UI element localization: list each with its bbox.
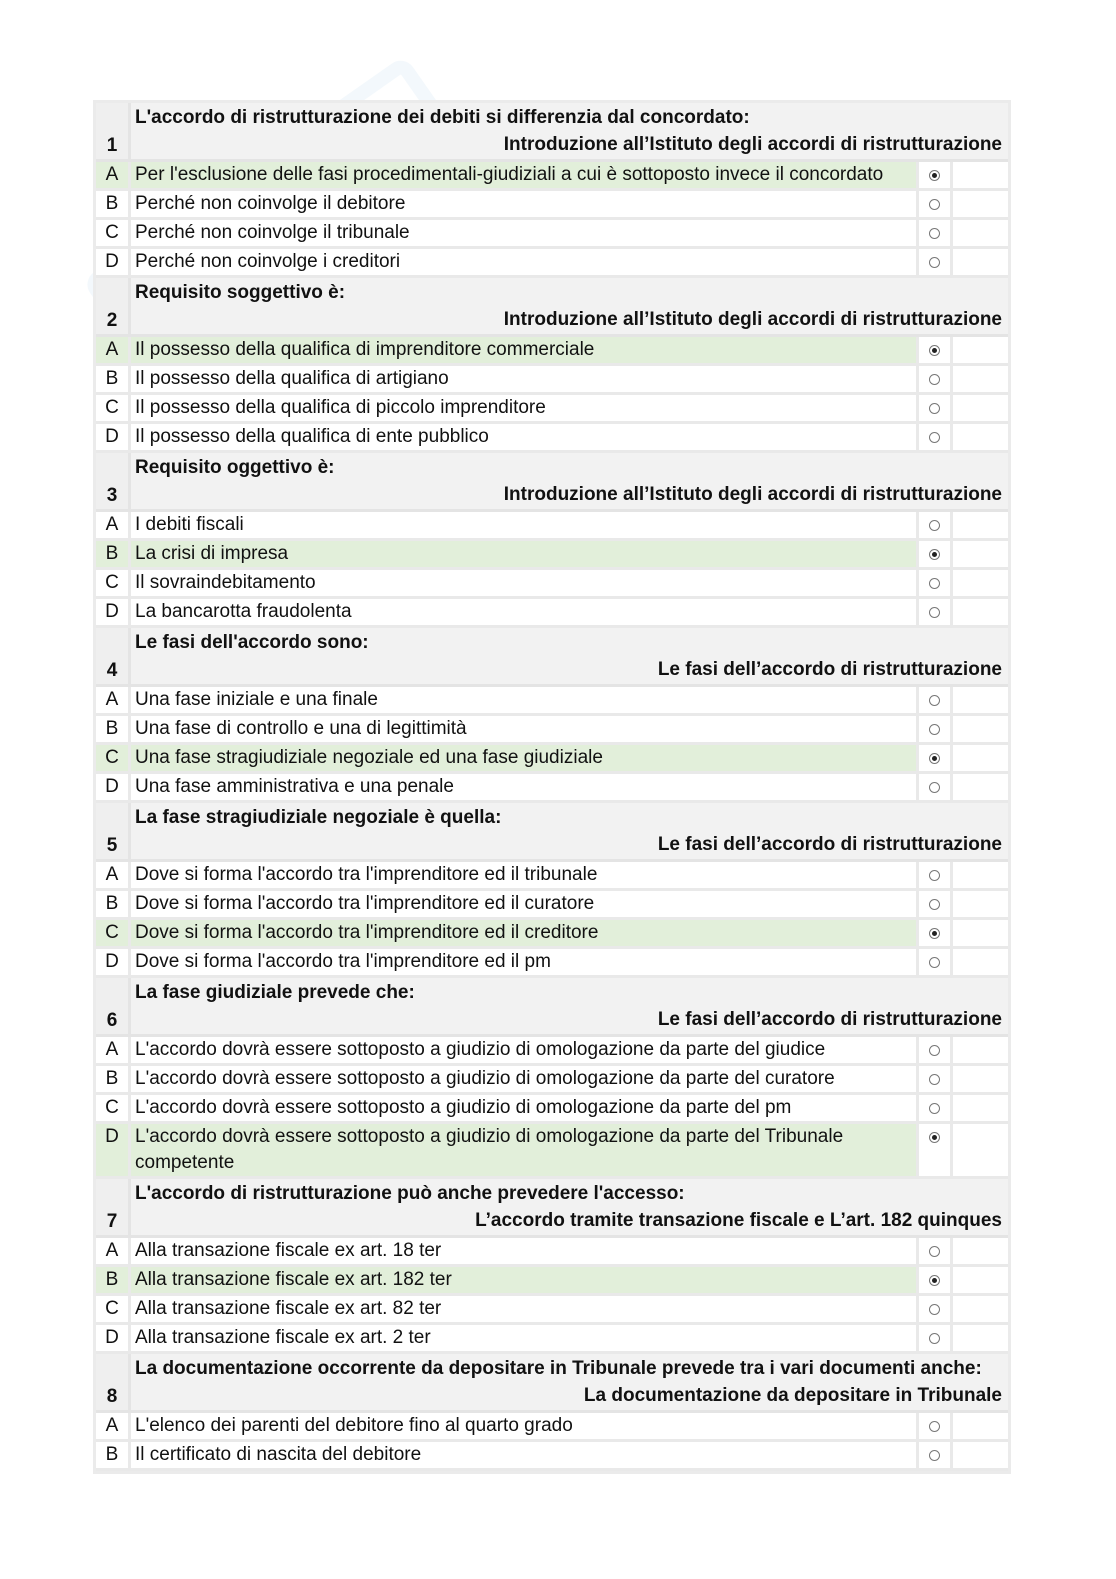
answer-letter: B	[105, 1444, 119, 1465]
radio-selected-icon[interactable]	[929, 549, 940, 560]
question-header	[96, 978, 1008, 1037]
radio-selected-icon[interactable]	[929, 1132, 940, 1143]
answer-text: La bancarotta fraudolenta	[128, 599, 916, 625]
radio-empty-icon[interactable]	[929, 957, 940, 968]
question-header	[96, 1354, 1008, 1413]
question-number: 3	[106, 485, 118, 506]
answer-letter: B	[105, 193, 119, 214]
answer-text: Alla transazione fiscale ex art. 18 ter	[128, 1238, 916, 1264]
answer-text: Per l'esclusione delle fasi procedimentali-giudiziali a cui è sottoposto invece il concordato	[128, 162, 916, 188]
question-text: Requisito oggettivo è:	[135, 457, 335, 478]
question-header	[96, 803, 1008, 862]
answer-text: La crisi di impresa	[128, 541, 916, 567]
radio-empty-icon[interactable]	[929, 1304, 940, 1315]
answer-row	[96, 862, 1008, 891]
answer-row	[96, 1325, 1008, 1354]
answer-letter: B	[96, 1267, 128, 1293]
radio-empty-icon[interactable]	[929, 1450, 940, 1461]
answer-row	[96, 366, 1008, 395]
answer-text: Una fase amministrativa e una penale	[128, 774, 916, 800]
question-text: Le fasi dell'accordo sono:	[135, 632, 369, 653]
question-block	[96, 1179, 1008, 1354]
radio-empty-icon[interactable]	[929, 899, 940, 910]
question-number: 6	[106, 1010, 118, 1031]
answer-text: L'accordo dovrà essere sottoposto a giudizio di omologazione da parte del pm	[128, 1095, 916, 1121]
answer-letter: B	[96, 541, 128, 567]
answer-letter: C	[96, 920, 128, 946]
answer-row	[96, 191, 1008, 220]
question-number: 8	[106, 1386, 118, 1407]
answer-text: Una fase di controllo e una di legittimità	[128, 716, 916, 742]
answer-row	[96, 687, 1008, 716]
answer-letter: C	[105, 572, 119, 593]
answer-text: Il sovraindebitamento	[128, 570, 916, 596]
answer-row	[96, 1095, 1008, 1124]
question-header	[96, 1179, 1008, 1238]
answer-text: I debiti fiscali	[128, 512, 916, 538]
answer-text: Perché non coinvolge il tribunale	[128, 220, 916, 246]
question-topic: L’accordo tramite transazione fiscale e L’art. 182 quinques	[475, 1210, 1002, 1231]
answer-text: Il certificato di nascita del debitore	[128, 1442, 916, 1468]
answer-text: Dove si forma l'accordo tra l'imprenditore ed il pm	[128, 949, 916, 975]
answer-row	[96, 424, 1008, 453]
answer-text: Il possesso della qualifica di piccolo imprenditore	[128, 395, 916, 421]
question-text: La documentazione occorrente da depositare in Tribunale prevede tra i vari documenti anche:	[135, 1358, 982, 1379]
answer-text: L'accordo dovrà essere sottoposto a giudizio di omologazione da parte del curatore	[128, 1066, 916, 1092]
answer-text: Perché non coinvolge i creditori	[128, 249, 916, 275]
radio-empty-icon[interactable]	[929, 578, 940, 589]
radio-selected-icon[interactable]	[929, 170, 940, 181]
radio-empty-icon[interactable]	[929, 257, 940, 268]
answer-row	[96, 512, 1008, 541]
answer-row	[96, 891, 1008, 920]
answer-text: Alla transazione fiscale ex art. 182 ter	[128, 1267, 916, 1293]
radio-empty-icon[interactable]	[929, 695, 940, 706]
answer-letter: A	[105, 1240, 119, 1261]
answer-row	[96, 337, 1008, 366]
answer-letter: D	[105, 1327, 119, 1348]
question-text: Requisito soggettivo è:	[135, 282, 346, 303]
radio-selected-icon[interactable]	[929, 753, 940, 764]
answer-text: L'accordo dovrà essere sottoposto a giudizio di omologazione da parte del Tribunale competente	[128, 1124, 916, 1176]
answer-text: Il possesso della qualifica di imprenditore commerciale	[128, 337, 916, 363]
answer-letter: D	[105, 601, 119, 622]
radio-empty-icon[interactable]	[929, 1246, 940, 1257]
answer-row	[96, 570, 1008, 599]
radio-empty-icon[interactable]	[929, 1045, 940, 1056]
answer-row	[96, 745, 1008, 774]
answer-letter: A	[96, 162, 128, 188]
question-block	[96, 1354, 1008, 1471]
answer-letter: A	[105, 689, 119, 710]
answer-row	[96, 1037, 1008, 1066]
radio-empty-icon[interactable]	[929, 403, 940, 414]
question-text: L'accordo di ristrutturazione può anche prevedere l'accesso:	[135, 1183, 685, 1204]
answer-row	[96, 774, 1008, 803]
answer-text: Alla transazione fiscale ex art. 2 ter	[128, 1325, 916, 1351]
radio-empty-icon[interactable]	[929, 520, 940, 531]
answer-text: Perché non coinvolge il debitore	[128, 191, 916, 217]
question-topic: Le fasi dell’accordo di ristrutturazione	[657, 659, 1002, 680]
radio-selected-icon[interactable]	[929, 928, 940, 939]
radio-empty-icon[interactable]	[929, 1103, 940, 1114]
answer-text: Una fase iniziale e una finale	[128, 687, 916, 713]
answer-row	[96, 395, 1008, 424]
question-topic: La documentazione da depositare in Tribunale	[583, 1385, 1002, 1406]
answer-letter: D	[105, 251, 119, 272]
answer-text: Dove si forma l'accordo tra l'imprenditore ed il curatore	[128, 891, 916, 917]
answer-text: Il possesso della qualifica di ente pubblico	[128, 424, 916, 450]
question-block	[96, 278, 1008, 453]
question-topic: Le fasi dell’accordo di ristrutturazione	[657, 834, 1002, 855]
radio-empty-icon[interactable]	[929, 1333, 940, 1344]
radio-empty-icon[interactable]	[929, 432, 940, 443]
answer-text: L'elenco dei parenti del debitore fino al quarto grado	[128, 1413, 916, 1439]
answer-letter: D	[105, 776, 119, 797]
question-block	[96, 103, 1008, 278]
answer-letter: C	[105, 222, 119, 243]
question-header	[96, 103, 1008, 162]
radio-empty-icon[interactable]	[929, 870, 940, 881]
radio-empty-icon[interactable]	[929, 1074, 940, 1085]
answer-text: Una fase stragiudiziale negoziale ed una fase giudiziale	[128, 745, 916, 771]
answer-letter: B	[105, 718, 119, 739]
question-block	[96, 628, 1008, 803]
answer-letter: C	[96, 745, 128, 771]
answer-letter: A	[105, 514, 119, 535]
radio-empty-icon[interactable]	[929, 607, 940, 618]
question-text: La fase stragiudiziale negoziale è quella:	[135, 807, 502, 828]
question-number: 2	[106, 310, 118, 331]
question-topic: Introduzione all’Istituto degli accordi di ristrutturazione	[503, 484, 1002, 505]
answer-row	[96, 599, 1008, 628]
answer-letter: D	[96, 1124, 128, 1176]
question-header	[96, 453, 1008, 512]
answer-row	[96, 249, 1008, 278]
quiz-table	[93, 100, 1011, 1474]
radio-empty-icon[interactable]	[929, 374, 940, 385]
answer-row	[96, 541, 1008, 570]
question-header	[96, 628, 1008, 687]
question-number: 1	[106, 135, 118, 156]
question-block	[96, 453, 1008, 628]
answer-text: Dove si forma l'accordo tra l'imprenditore ed il creditore	[128, 920, 916, 946]
answer-letter: A	[105, 864, 119, 885]
answer-letter: B	[105, 1068, 119, 1089]
radio-selected-icon[interactable]	[929, 1275, 940, 1286]
question-topic: Le fasi dell’accordo di ristrutturazione	[657, 1009, 1002, 1030]
question-number: 7	[106, 1211, 118, 1232]
answer-row	[96, 1066, 1008, 1095]
answer-letter: A	[105, 1039, 119, 1060]
question-header	[96, 278, 1008, 337]
answer-row	[96, 1238, 1008, 1267]
answer-row	[96, 949, 1008, 978]
answer-letter: B	[105, 368, 119, 389]
answer-text: Alla transazione fiscale ex art. 82 ter	[128, 1296, 916, 1322]
radio-empty-icon[interactable]	[929, 1421, 940, 1432]
answer-letter: D	[105, 951, 119, 972]
question-number: 5	[106, 835, 118, 856]
answer-letter: A	[96, 337, 128, 363]
answer-letter: C	[105, 1298, 119, 1319]
answer-letter: C	[105, 1097, 119, 1118]
answer-letter: A	[105, 1415, 119, 1436]
radio-empty-icon[interactable]	[929, 724, 940, 735]
question-block	[96, 803, 1008, 978]
question-number: 4	[106, 660, 118, 681]
question-topic: Introduzione all’Istituto degli accordi di ristrutturazione	[503, 134, 1002, 155]
answer-row	[96, 1267, 1008, 1296]
radio-selected-icon[interactable]	[929, 345, 940, 356]
answer-text: Il possesso della qualifica di artigiano	[128, 366, 916, 392]
question-text: La fase giudiziale prevede che:	[135, 982, 415, 1003]
answer-row	[96, 1296, 1008, 1325]
radio-empty-icon[interactable]	[929, 228, 940, 239]
answer-row	[96, 1442, 1008, 1471]
radio-empty-icon[interactable]	[929, 199, 940, 210]
answer-row	[96, 1124, 1008, 1179]
answer-text: Dove si forma l'accordo tra l'imprenditore ed il tribunale	[128, 862, 916, 888]
question-topic: Introduzione all’Istituto degli accordi di ristrutturazione	[503, 309, 1002, 330]
radio-empty-icon[interactable]	[929, 782, 940, 793]
question-block	[96, 978, 1008, 1179]
answer-letter: C	[105, 397, 119, 418]
answer-row	[96, 220, 1008, 249]
answer-row	[96, 716, 1008, 745]
answer-row	[96, 920, 1008, 949]
answer-letter: D	[105, 426, 119, 447]
answer-text: L'accordo dovrà essere sottoposto a giudizio di omologazione da parte del giudice	[128, 1037, 916, 1063]
answer-letter: B	[105, 893, 119, 914]
question-text: L'accordo di ristrutturazione dei debiti si differenzia dal concordato:	[135, 107, 750, 128]
answer-row	[96, 1413, 1008, 1442]
answer-row	[96, 162, 1008, 191]
